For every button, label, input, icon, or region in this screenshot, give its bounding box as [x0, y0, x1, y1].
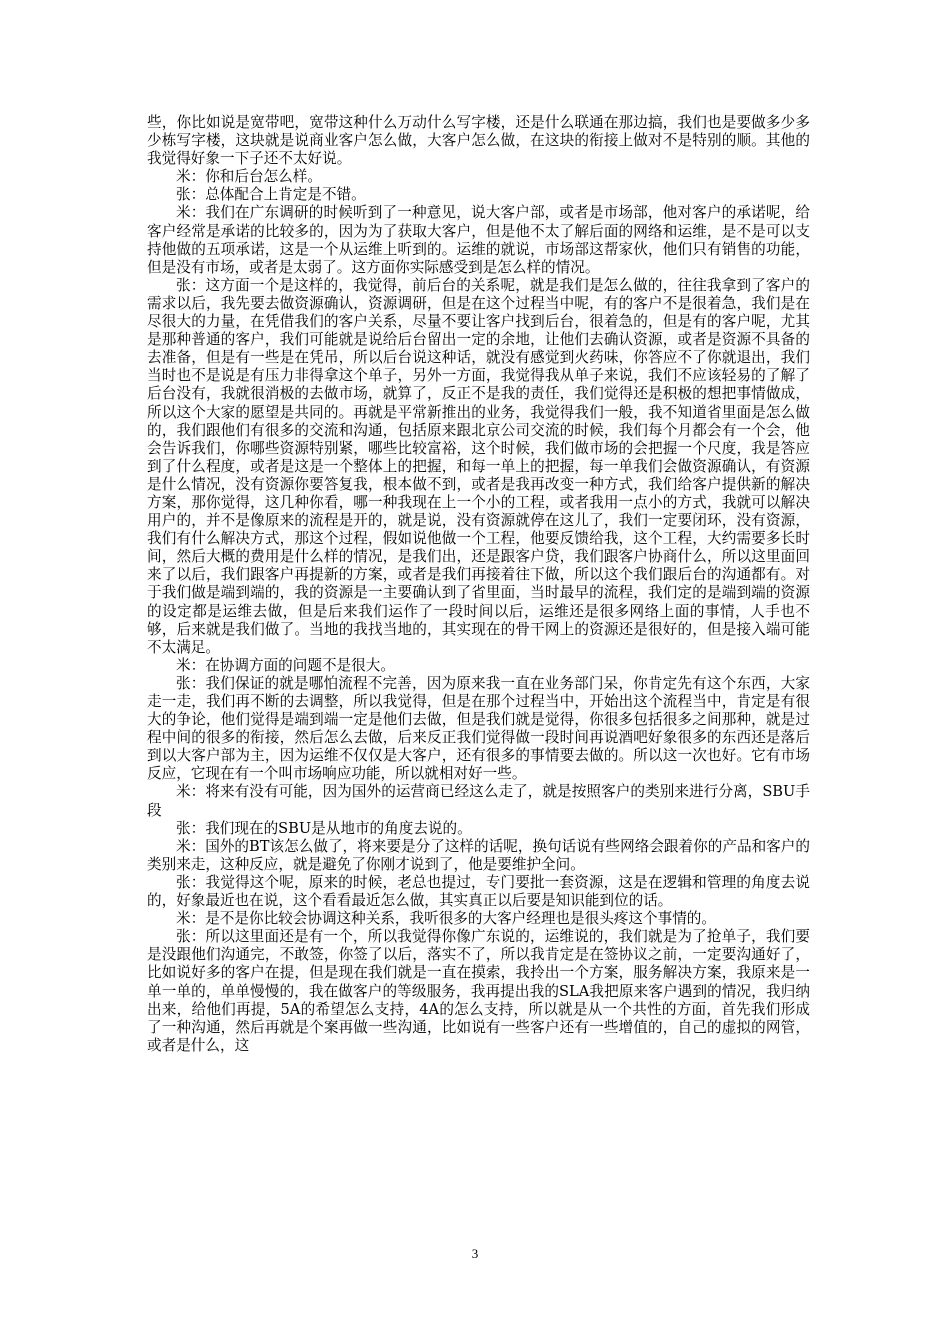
document-body	[147, 114, 810, 1055]
page-number: 3	[471, 1246, 479, 1261]
paragraph: 米：将来有没有可能，因为国外的运营商已经这么走了，就是按照客户的类别来进行分离，SBU手段	[147, 783, 810, 819]
paragraph: 张：我们保证的就是哪怕流程不完善，因为原来我一直在业务部门呆，你肯定先有这个东西，大家走一走，我们再不断的去调整，所以我觉得，但是在那个过程当中，开始出这个流程当中，肯定是有很大的争论，他们觉得是端到端一定是他们去做，但是我们就是觉得，你很多包括很多之间那种，就是过程中间的很多的衔接，然后怎么去做，后来反正我们觉得做一段时间再说酒吧好象很多的东西还是落后到以大客户部为主，因为运维不仅仅是大客户，还有很多的事情要去做的。所以这一次也好。它有市场反应，它现在有一个叫市场响应功能，所以就相对好一些。	[147, 674, 810, 783]
paragraph: 米：在协调方面的问题不是很大。	[176, 656, 395, 674]
paragraph: 米：是不是你比较会协调这种关系，我听很多的大客户经理也是很头疼这个事情的。	[176, 910, 716, 928]
paragraph: 米：我们在广东调研的时候听到了一种意见，说大客户部，或者是市场部，他对客户的承诺呢，给客户经常是承诺的比较多的，因为为了获取大客户，但是他不太了解后面的网络和运维，是不是可以支持他做的五项承诺，这是一个从运维上听到的。运维的就说，市场部这帮家伙，他们只有销售的功能，但是没有市场，或者是太弱了。这方面你实际感受到是怎么样的情况。	[147, 204, 810, 276]
paragraph: 米：你和后台怎么样。	[176, 168, 322, 186]
paragraph: 些，你比如说是宽带吧，宽带这种什么万动什么写字楼，还是什么联通在那边搞，我们也是要做多少多少栋写字楼，这块就是说商业客户怎么做，大客户怎么做，在这块的衔接上做对不是特别的顺。其他的我觉得好象一下子还不太好说。	[147, 114, 810, 168]
paragraph: 米：国外的BT该怎么做了，将来要是分了这样的话呢，换句话说有些网络会跟着你的产品和客户的类别来走，这种反应，就是避免了你刚才说到了，他是要维护全问。	[147, 837, 810, 873]
paragraph: 张：我们现在的SBU是从地市的角度去说的。	[176, 819, 472, 837]
paragraph: 张：总体配合上肯定是不错。	[176, 186, 366, 204]
paragraph: 张：所以这里面还是有一个，所以我觉得你像广东说的，运维说的，我们就是为了抢单子，我们要是没跟他们沟通完，不敢签，你签了以后，落实不了，所以我肯定是在签协议之前，一定要沟通好了，比如说好多的客户在提，但是现在我们就是一直在摸索，我拎出一个方案，服务解决方案，我原来是一单一单的，单单慢慢的，我在做客户的等级服务，我再提出我的SLA我把原来客户遇到的情况，我归纳出来，给他们再提，5A的希望怎么支持，4A的怎么支持，所以就是从一个共性的方面，首先我们形成了一种沟通，然后再就是个案再做一些沟通，比如说有一些客户还有一些增值的，自己的虚拟的网管，或者是什么，这	[147, 928, 810, 1054]
paragraph: 张：这方面一个是这样的，我觉得，前后台的关系呢，就是我们是怎么做的，往往我拿到了客户的需求以后，我先要去做资源确认，资源调研，但是在这个过程当中呢，有的客户不是很着急，我们是在尽很大的力量，在凭借我们的客户关系，尽量不要让客户找到后台，很着急的，但是有的客户呢，尤其是那种普通的客户，我们可能就是说给后台留出一定的余地，让他们去确认资源，或者是资源不具备的去准备，但是有一些是在凭吊，所以后台说这种话，就没有感觉到火药味，你答应不了你就退出，我们当时也不是说是有压力非得拿这个单子，另外一方面，我觉得我从单子来说，我们不应该轻易的了解了后台没有，我就很消极的去做市场，就算了，反正不是我的责任，我们觉得还是积极的想把事情做成，所以这个大家的愿望是共同的。再就是平常新推出的业务，我觉得我们一般，我不知道省里面是怎么做的，我们跟他们有很多的交流和沟通，包括原来跟北京公司交流的时候，我们每个月都会有一个会，他会告诉我们，你哪些资源特别紧，哪些比较富裕，这个时候，我们做市场的会把握一个尺度，我是答应到了什么程度，或者是这是一个整体上的把握，和每一单上的把握，每一单我们会做资源确认，有资源是什么情况，没有资源你要答复我，根本做不到，或者是我再改变一种方式，我们给客户提供新的解决方案，那你觉得，这几种你看，哪一种我现在上一个小的工程，或者我用一点小的方式，我就可以解决用户的，并不是像原来的流程是开的，就是说，没有资源就停在这儿了，我们一定要闭环，没有资源，我们有什么解决方式，那这个过程，假如说他做一个工程，他要反馈给我，这个工程，大约需要多长时间，然后大概的费用是什么样的情况，是我们出，还是跟客户贷，我们跟客户协商什么，所以这里面回来了以后，我们跟客户再提新的方案，或者是我们再接着往下做，所以这个我们跟后台的沟通都有。对于我们做是端到端的，我的资源是一主要确认到了省里面，当时最早的流程，我们定的是端到端的资源的设定都是运维去做，但是后来我们运作了一段时间以后，运维还是很多网络上面的事情，人手也不够，后来就是我们做了。当地的我找当地的，其实现在的骨干网上的资源还是很好的，但是接入端可能不太满足。	[147, 276, 810, 656]
paragraph: 张：我觉得这个呢，原来的时候，老总也提过，专门要批一套资源，这是在逻辑和管理的角度去说的，好象最近也在说，这个看看最近怎么做，其实真正以后要是知识能到位的话。	[147, 873, 810, 910]
